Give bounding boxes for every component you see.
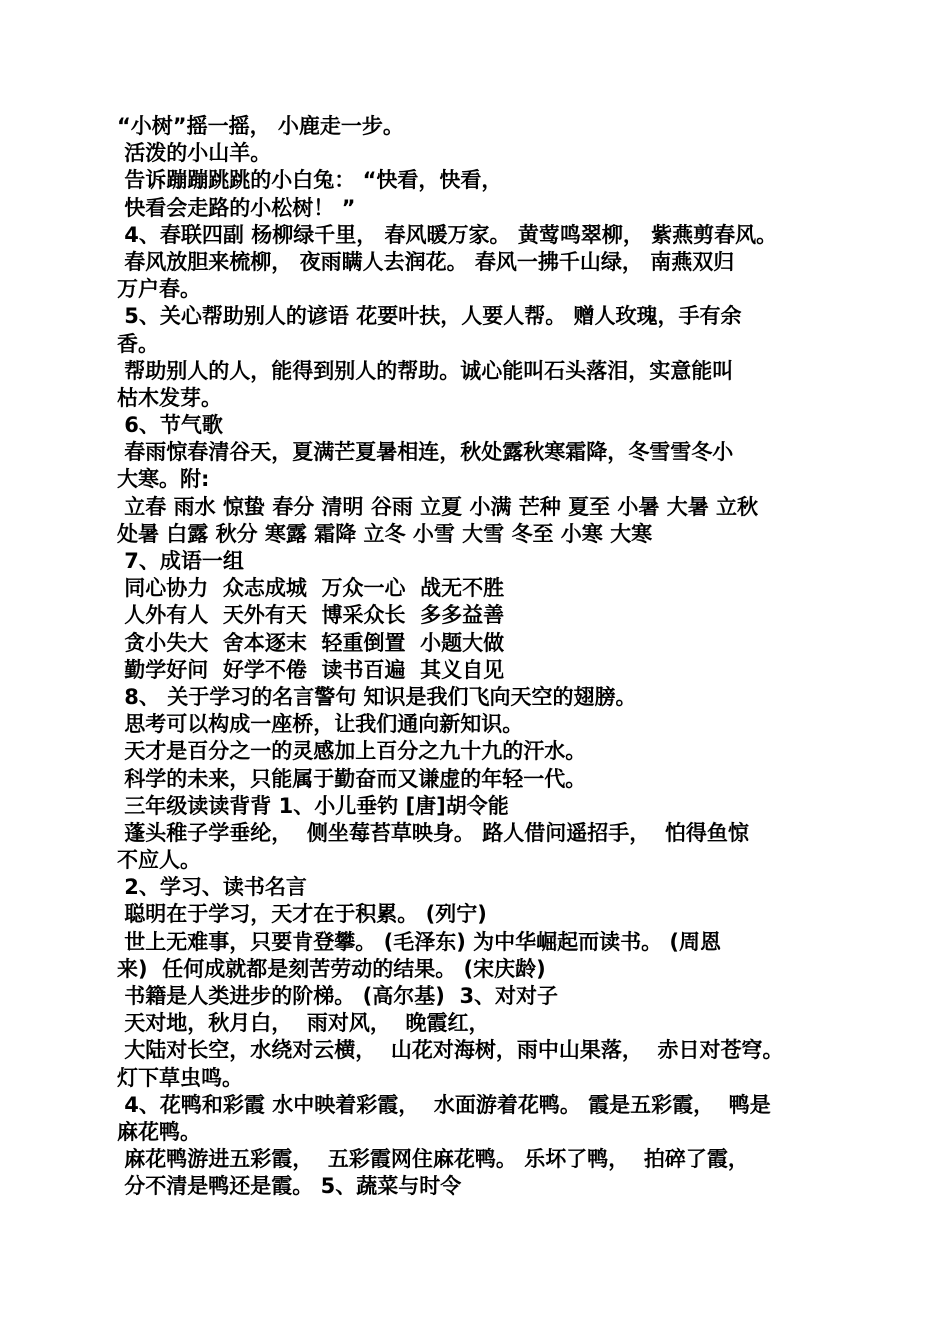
text-line: 麻花鸭游进五彩霞， 五彩霞网住麻花鸭。 乐坏了鸭， 拍碎了霞， xyxy=(117,1147,749,1172)
text-line: 香。 xyxy=(117,331,159,356)
text-line: 大寒。附: xyxy=(117,467,210,492)
document-text xyxy=(117,113,847,1201)
text-line: 灯下草虫鸣。 xyxy=(117,1065,243,1090)
text-line: 来) 任何成就都是刻苦劳动的结果。 (宋庆龄) xyxy=(117,956,546,981)
text-line: 5、关心帮助别人的谚语 花要叶扶，人要人帮。 赠人玫瑰，手有余 xyxy=(117,304,742,329)
text-line: 不应人。 xyxy=(117,848,201,873)
text-line: 思考可以构成一座桥，让我们通向新知识。 xyxy=(117,712,524,737)
text-line: “小树”摇一摇， 小鹿走一步。 xyxy=(117,114,404,138)
text-line: 7、成语一组 xyxy=(117,549,244,573)
text-line: 帮助别人的人，能得到别人的帮助。诚心能叫石头落泪，实意能叫 xyxy=(117,358,734,383)
text-line: 蓬头稚子学垂纶， 侧坐莓苔草映身。 路人借问遥招手， 怕得鱼惊 xyxy=(117,820,749,845)
text-line: 万户春。 xyxy=(117,277,201,302)
text-line: 天才是百分之一的灵感加上百分之九十九的汗水。 xyxy=(117,739,587,764)
text-line: 活泼的小山羊。 xyxy=(117,141,272,166)
text-line: 2、学习、读书名言 xyxy=(117,875,307,900)
text-line: 三年级读读背背 1、小儿垂钓 [唐]胡令能 xyxy=(117,793,509,818)
text-line: 快看会走路的小松树！ ” xyxy=(117,195,356,220)
text-line: 麻花鸭。 xyxy=(117,1119,201,1144)
text-line: 枯木发芽。 xyxy=(117,385,222,410)
text-line: 世上无难事，只要肯登攀。 (毛泽东) 为中华崛起而读书。 (周恩 xyxy=(117,929,722,954)
text-line: 处暑 白露 秋分 寒露 霜降 立冬 小雪 大雪 冬至 小寒 大寒 xyxy=(117,521,653,546)
text-line: 告诉蹦蹦跳跳的小白兔： “快看，快看， xyxy=(117,168,503,193)
text-line: 分不清是鸭还是霞。 5、蔬菜与时令 xyxy=(117,1174,462,1199)
text-line: 勤学好问 好学不倦 读书百遍 其义自见 xyxy=(117,657,505,682)
text-line: 春雨惊春清谷天，夏满芒夏暑相连，秋处露秋寒霜降，冬雪雪冬小 xyxy=(117,440,734,465)
text-line: 聪明在于学习，天才在于积累。 (列宁) xyxy=(117,902,487,927)
text-line: 天对地，秋月白， 雨对风， 晚霞红， xyxy=(117,1011,490,1036)
text-line: 同心协力 众志成城 万众一心 战无不胜 xyxy=(117,576,505,601)
text-line: 4、花鸭和彩霞 水中映着彩霞， 水面游着花鸭。 霞是五彩霞， 鸭是 xyxy=(117,1092,771,1117)
text-line: 人外有人 天外有天 博采众长 多多益善 xyxy=(117,603,505,628)
text-line: 6、节气歌 xyxy=(117,413,223,438)
text-line: 4、春联四副 杨柳绿千里， 春风暖万家。 黄莺鸣翠柳， 紫燕剪春风。 xyxy=(117,222,778,247)
text-line: 立春 雨水 惊蛰 春分 清明 谷雨 立夏 小满 芒种 夏至 小暑 大暑 立秋 xyxy=(117,494,759,519)
text-line: 贪小失大 舍本逐末 轻重倒置 小题大做 xyxy=(117,630,505,655)
text-line: 春风放胆来梳柳， 夜雨瞒人去润花。 春风一拂千山绿， 南燕双归 xyxy=(117,249,735,274)
text-line: 大陆对长空，水绕对云横， 山花对海树，雨中山果落， 赤日对苍穹。 xyxy=(117,1038,784,1063)
text-line: 科学的未来，只能属于勤奋而又谦虚的年轻一代。 xyxy=(117,766,587,791)
text-line: 书籍是人类进步的阶梯。 (高尔基) 3、对对子 xyxy=(117,984,559,1008)
text-line: 8、 关于学习的名言警句 知识是我们飞向天空的翅膀。 xyxy=(117,684,637,709)
